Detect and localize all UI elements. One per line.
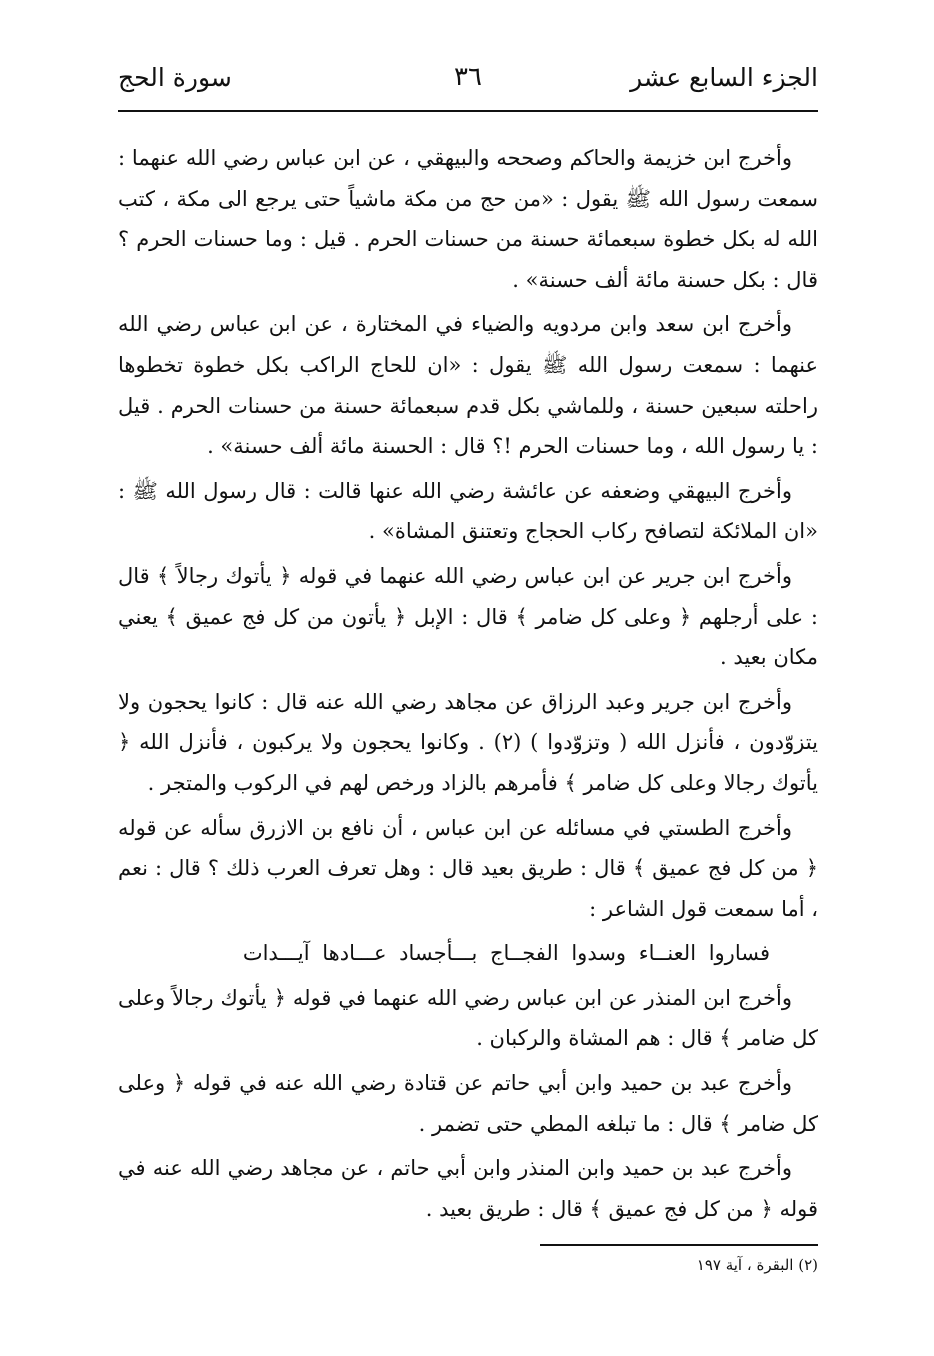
paragraph: وأخرج عبد بن حميد وابن أبي حاتم عن قتادة رضي الله عنه في قوله ﴿ وعلى كل ضامر ﴾ قال : ما تبلغه المطي حتى تضمر . <box>118 1071 818 1136</box>
paragraph: وأخرج عبد بن حميد وابن المنذر وابن أبي حاتم ، عن مجاهد رضي الله عنه في قوله ﴿ من كل فج عميق ﴾ قال : طريق بعيد . <box>118 1156 818 1221</box>
paragraph: وأخرج البيهقي وضعفه عن عائشة رضي الله عنها قالت : قال رسول الله ﷺ : «ان الملائكة لتصافح ركاب الحجاج وتعتنق المشاة» . <box>118 478 818 544</box>
paragraph: وأخرج الطستي في مسائله عن ابن عباس ، أن نافع بن الازرق سأله عن قوله ﴿ من كل فج عميق ﴾ قال : طريق بعيد قال : وهل تعرف العرب ذلك ؟ قال : نعم ، أما سمعت قول الشاعر : <box>118 815 818 921</box>
page-header <box>118 56 818 98</box>
paragraph: وأخرج ابن جرير عن ابن عباس رضي الله عنهما في قوله ﴿ يأتوك رجالاً ﴾ قال : على أرجلهم ﴿ وعلى كل ضامر ﴾ قال : الإبل ﴿ يأتون من كل فج عميق ﴾ يعني مكان بعيد . <box>118 563 818 670</box>
paragraph: وأخرج ابن المنذر عن ابن عباس رضي الله عنهما في قوله ﴿ يأتوك رجالاً وعلى كل ضامر ﴾ قال : هم المشاة والركبان . <box>118 985 818 1051</box>
footnote: (٢) البقرة ، آية ١٩٧ <box>696 1256 818 1274</box>
poetry-verse: فساروا العنــاء وسدوا الفجــاج بـــأجساد عـــادها آيـــدات <box>242 941 770 966</box>
footnote-divider <box>540 1244 818 1246</box>
paragraph: وأخرج ابن سعد وابن مردويه والضياء في المختارة ، عن ابن عباس رضي الله عنهما : سمعت رسول الله ﷺ يقول : «ان للحاج الراكب بكل خطوة تخطوها راحلته سبعين حسنة ، وللماشي بكل قدم سبعمائة حسنة من حسنات الحرم . قيل : يا رسول الله ، وما حسنات الحرم !؟ قال : الحسنة مائة ألف حسنة» . <box>118 312 818 459</box>
surah-title: سورة الحج <box>118 62 232 92</box>
part-title: الجزء السابع عشر <box>630 62 818 92</box>
paragraph: وأخرج ابن جرير وعبد الرزاق عن مجاهد رضي الله عنه قال : كانوا يحجون ولا يتزوّدون ، فأنزل الله ( وتزوّدوا ) (٢) . وكانوا يحجون ولا يركبون ، فأنزل الله ﴿ يأتوك رجالا وعلى كل ضامر ﴾ فأمرهم بالزاد ورخص لهم في الركوب والمتجر . <box>118 689 818 795</box>
header-divider <box>118 110 818 112</box>
paragraph: وأخرج ابن خزيمة والحاكم وصححه والبيهقي ، عن ابن عباس رضي الله عنهما : سمعت رسول الله ﷺ يقول : «من حج من مكة ماشياً حتى يرجع الى مكة ، كتب الله له بكل خطوة سبعمائة حسنة من حسنات الحرم . قيل : وما حسنات الحرم ؟ قال : بكل حسنة مائة ألف حسنة» . <box>118 146 818 292</box>
page-body <box>118 138 818 1233</box>
page-number: ٣٦ <box>454 62 482 92</box>
